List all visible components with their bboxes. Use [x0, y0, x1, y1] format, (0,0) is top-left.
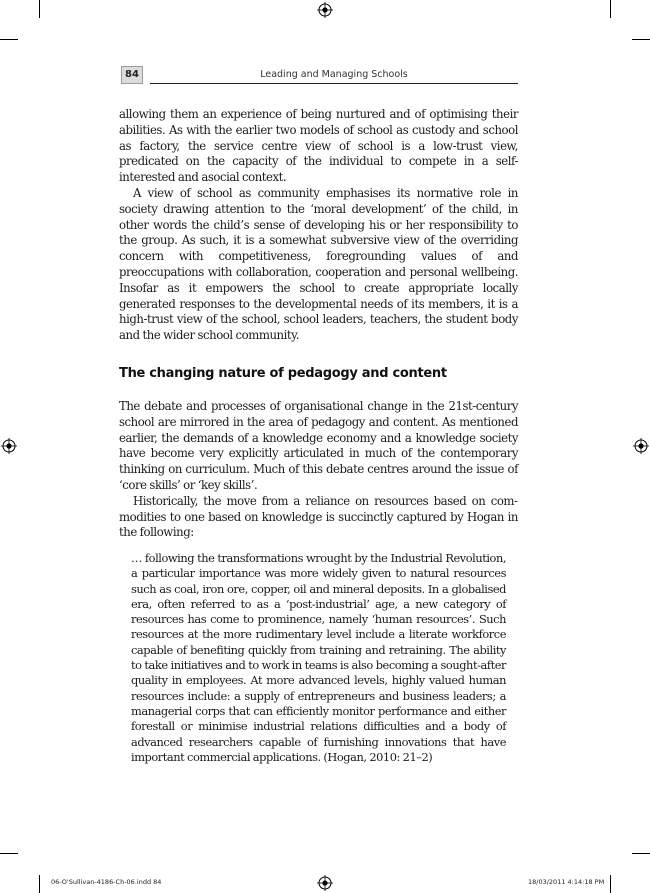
footer-date-info: 18/03/2011 4:14:18 PM: [528, 878, 605, 886]
block-quote: [131, 551, 506, 765]
running-head: Leading and Managing Schools: [260, 69, 408, 80]
registration-mark-right-icon: [633, 438, 649, 454]
crop-mark-bottom-left-h: [0, 853, 18, 854]
crop-mark-bottom-right-h: [632, 853, 650, 854]
page-number: 84: [121, 66, 143, 84]
body-block-1: [119, 107, 518, 344]
paragraph-1: allowing them an experience of being nurtured and of optimising their abilities. As with the earlier two models of school as custody and school as factory, the service centre view of school is a low-trust view, predicated on the capacity of the individual to compete in a self-interested and asocial context.: [119, 107, 518, 185]
section-heading: The changing nature of pedagogy and content: [119, 366, 447, 381]
paragraph-2: A view of school as community emphasises its normative role in society drawing attention to the ‘moral development’ of the child, in other words the child’s sense of developing his or her responsibility to the group. As such, it is a somewhat subversive view of the overriding concern with competitiveness, foregrounding values of and preoccupations with collaboration, cooperation and personal wellbeing. Insofar as it empowers the school to create appropriate locally generated responses to the developmental needs of its members, it is a high-trust view of the school, school leaders, teachers, the student body and the wider school community.: [119, 185, 518, 343]
crop-mark-top-right: [610, 0, 611, 18]
body-block-2: [119, 399, 518, 541]
paragraph-4: Historically, the move from a reliance on resources based on commodities to one based on knowledge is succinctly captured by Hogan in the following:: [119, 493, 518, 540]
crop-mark-top-right-h: [632, 39, 650, 40]
registration-mark-left-icon: [1, 438, 17, 454]
footer-file-info: 06-O'Sullivan-4186-Ch-06.indd 84: [51, 878, 162, 886]
registration-mark-top-icon: [317, 2, 333, 18]
header-rule: [150, 83, 518, 84]
block-quote-text: … following the transformations wrought by the Industrial Revolution, a particular importance was more widely given to natural resources such as coal, iron ore, copper, oil and mineral deposits. In a globalised era, often referred to as a ‘post-industrial’ age, a new category of resources has come to prominence, namely ‘human resources’. Such resources at the more rudimentary level include a literate workforce capable of benefiting quickly from training and retraining. The ability to take initiatives and to work in teams is also becoming a sought-after quality in employees. At more advanced levels, highly valued human resources include: a supply of entrepreneurs and business leaders; a managerial corps that can efficiently monitor performance and either forestall or minimise industrial relations difficulties and a body of advanced researchers capable of furnishing innovations that have important commercial applications. (Hogan, 2010: 21–2): [131, 551, 506, 764]
crop-mark-top-left-h: [0, 39, 18, 40]
crop-mark-top-left: [39, 0, 40, 18]
crop-mark-bottom-right: [610, 875, 611, 893]
paragraph-3: The debate and processes of organisational change in the 21st-century school are mirrored in the area of pedagogy and content. As mentioned earlier, the demands of a knowledge economy and a knowledge society have become very explicitly articulated in much of the contemporary thinking on curriculum. Much of this debate centres around the issue of ‘core skills’ or ‘key skills’.: [119, 399, 518, 492]
registration-mark-bottom-icon: [317, 875, 333, 891]
crop-mark-bottom-left: [39, 875, 40, 893]
